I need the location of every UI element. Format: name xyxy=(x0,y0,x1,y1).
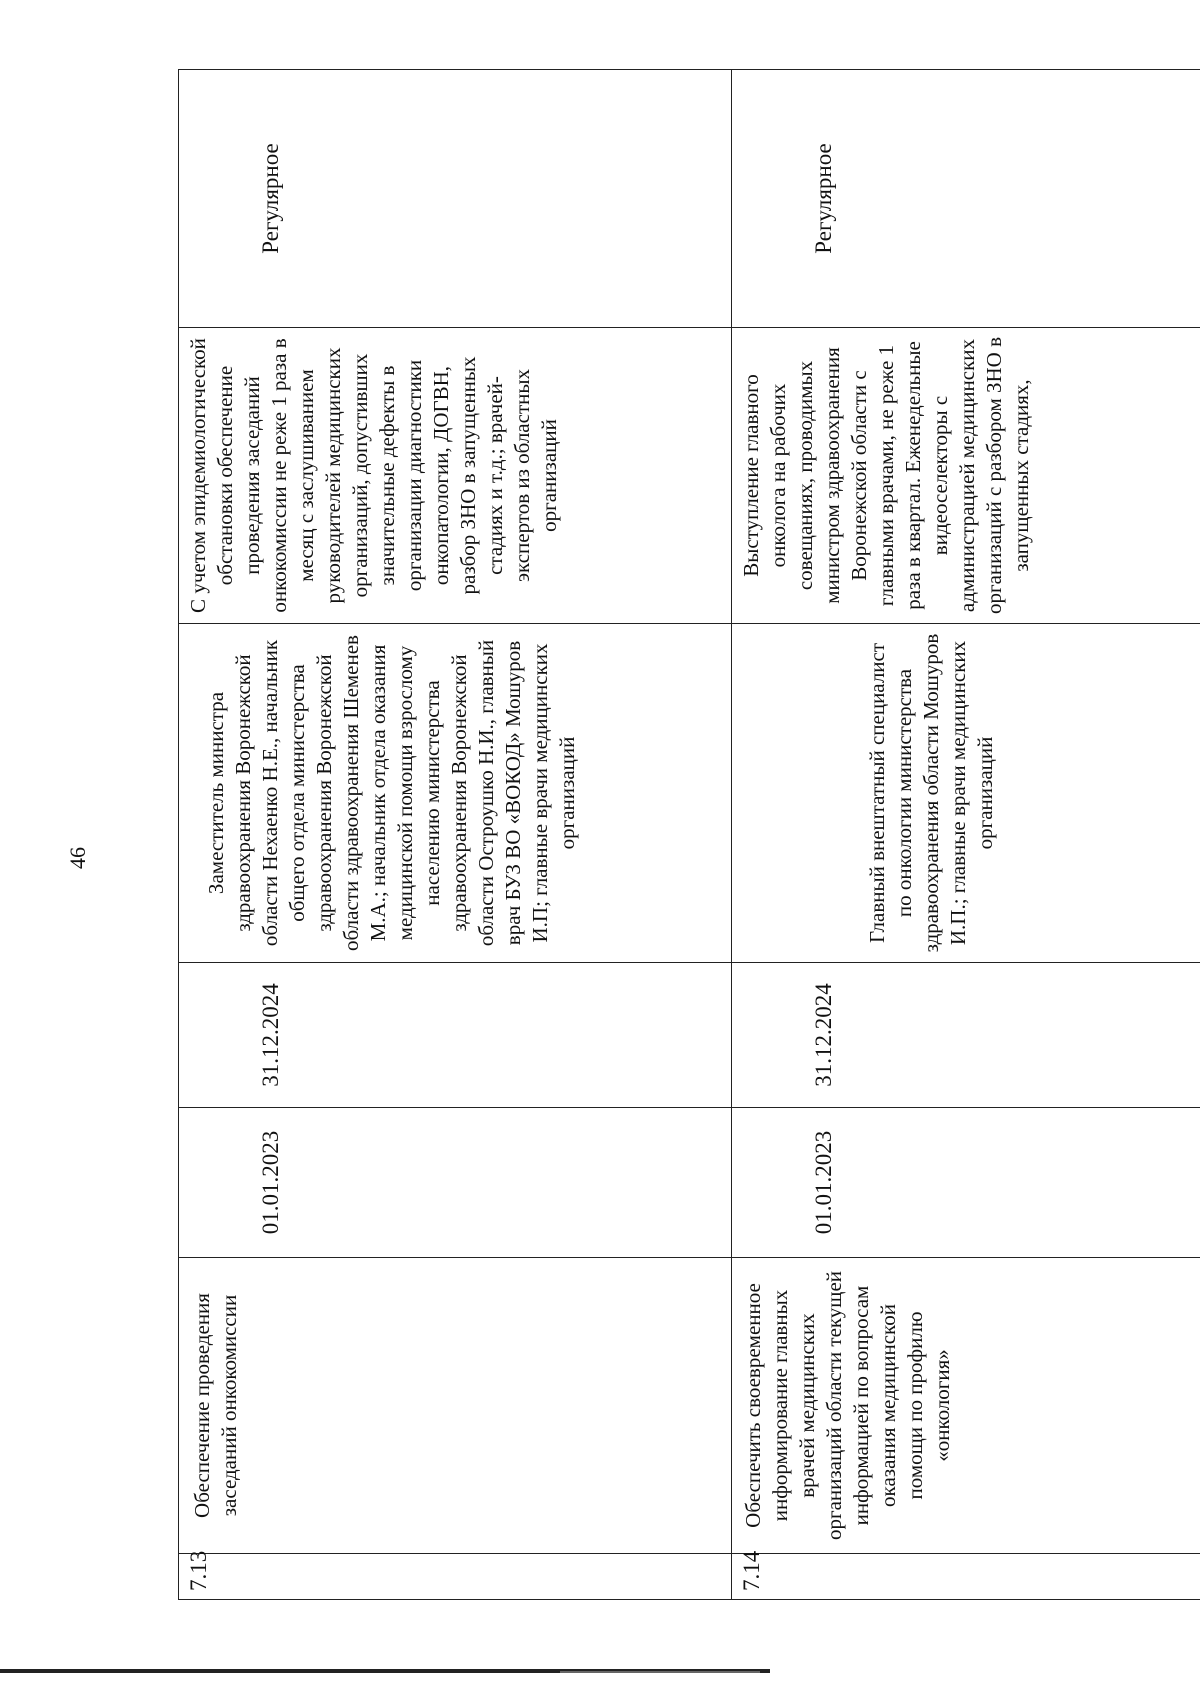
responsible-text: Заместитель министра здравоохранения Воронежской области Нехаенко Н.Е., начальник общего отдела министерства здравоохранения Воронежской области здравоохранения Шеменев М.А.; начальник отдела оказания медицинской помощи взрослому населению министерства здравоохранения Воронежской области Остроушко Н.И., главный врач БУЗ ВО «ВОКОД» Мошуров И.П; главные врачи медицинских организаций xyxy=(204,635,579,951)
scan-edge-line-faint xyxy=(560,1671,760,1673)
page-number: 46 xyxy=(65,847,90,869)
task-cell xyxy=(732,1258,1200,1554)
end-date: 31.12.2024 xyxy=(179,963,732,1108)
result-cell xyxy=(179,328,732,624)
table-row xyxy=(179,70,732,1600)
row-number: 7.13 xyxy=(179,1554,732,1600)
responsible-cell xyxy=(732,624,1200,963)
row-number: 7.14 xyxy=(732,1554,1200,1600)
activity-type: Регулярное xyxy=(732,70,1200,328)
plan-table xyxy=(178,69,1200,1600)
task-cell xyxy=(179,1258,732,1554)
responsible-text: Главный внештатный специалист по онкологии министерства здравоохранения области Мошуров И.П.; главные врачи медицинских организаций xyxy=(865,633,997,953)
result-cell xyxy=(732,328,1200,624)
activity-type: Регулярное xyxy=(179,70,732,328)
responsible-cell xyxy=(179,624,732,963)
task-text: Обеспечение проведения заседаний онкокомиссии xyxy=(190,1293,241,1518)
plan-table-container xyxy=(178,70,1178,1600)
task-text: Обеспечить своевременное информирование главных врачей медицинских организаций области текущей информацией по вопросам оказания медицинской помощи по профилю «онкология» xyxy=(741,1270,954,1541)
result-text: Выступление главного онколога на рабочих совещаниях, проводимых министром здравоохранения Воронежской области с главными врачами, не реже 1 раза в квартал. Еженедельные видеоселекторы с администрацией медицинских организаций с разбором ЗНО в запущенных стадиях, xyxy=(739,336,1033,615)
start-date: 01.01.2023 xyxy=(179,1108,732,1258)
result-text: С учетом эпидемиологической обстановки обеспечение проведения заседаний онкокомиссии не реже 1 раза в месяц с заслушиванием руководителей медицинских организаций, допустивших значительные дефекты в организации диагностики онкопатологии, ДОГВН, разбор ЗНО в запущенных стадиях и т.д.; врачей-экспертов из областных организаций xyxy=(186,338,561,613)
start-date: 01.01.2023 xyxy=(732,1108,1200,1258)
end-date: 31.12.2024 xyxy=(732,963,1200,1108)
table-row xyxy=(732,70,1200,1600)
